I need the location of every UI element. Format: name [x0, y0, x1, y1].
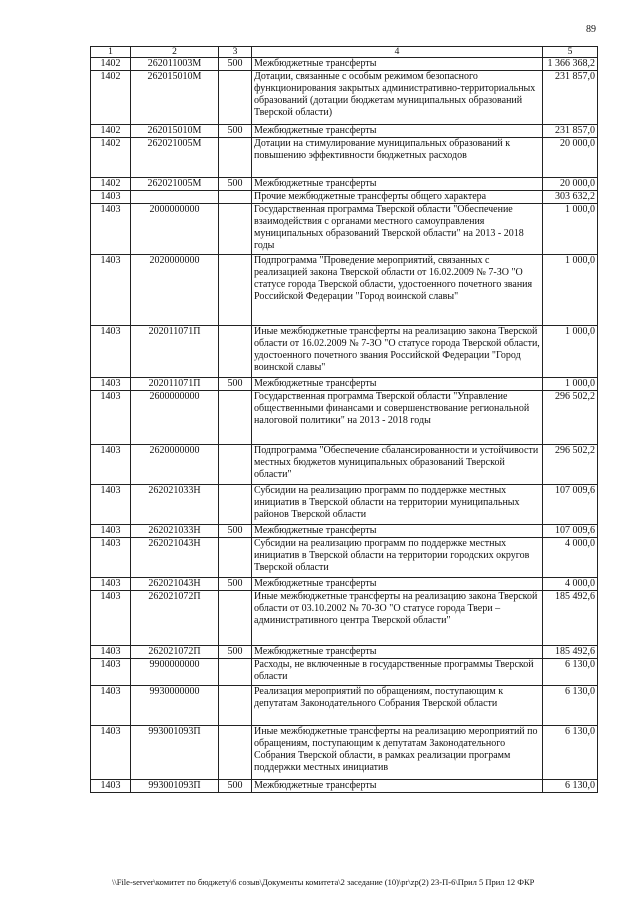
cell-name: Межбюджетные трансферты — [252, 125, 543, 138]
cell-code: 993001093П — [131, 780, 219, 793]
cell-amount: 4 000,0 — [543, 578, 598, 591]
cell-code: 262011003М — [131, 58, 219, 71]
header-cell-amount: 5 — [543, 47, 598, 58]
cell-code: 262021072П — [131, 646, 219, 659]
table-row — [91, 71, 598, 125]
cell-section: 1403 — [91, 525, 131, 538]
cell-section: 1403 — [91, 726, 131, 780]
table-row — [91, 525, 598, 538]
cell-code: 993001093П — [131, 726, 219, 780]
table-row — [91, 726, 598, 780]
header-cell-name: 4 — [252, 47, 543, 58]
cell-amount: 296 502,2 — [543, 445, 598, 485]
cell-amount: 6 130,0 — [543, 780, 598, 793]
cell-type — [219, 204, 252, 255]
cell-amount: 1 000,0 — [543, 326, 598, 378]
cell-section: 1403 — [91, 191, 131, 204]
cell-type: 500 — [219, 525, 252, 538]
cell-amount: 1 366 368,2 — [543, 58, 598, 71]
cell-name: Межбюджетные трансферты — [252, 378, 543, 391]
table-row — [91, 445, 598, 485]
cell-name: Межбюджетные трансферты — [252, 780, 543, 793]
cell-section: 1402 — [91, 71, 131, 125]
cell-type: 500 — [219, 58, 252, 71]
table-row — [91, 485, 598, 525]
cell-code: 262021043Н — [131, 578, 219, 591]
cell-section: 1403 — [91, 326, 131, 378]
table-row — [91, 378, 598, 391]
cell-type — [219, 138, 252, 178]
cell-type — [219, 326, 252, 378]
cell-section: 1403 — [91, 378, 131, 391]
cell-name: Реализация мероприятий по обращениям, поступающим к депутатам Законодательного Собрания Тверской области — [252, 686, 543, 726]
table-row — [91, 646, 598, 659]
cell-section: 1403 — [91, 686, 131, 726]
cell-amount: 231 857,0 — [543, 125, 598, 138]
table-row — [91, 659, 598, 686]
cell-name: Межбюджетные трансферты — [252, 178, 543, 191]
cell-name: Иные межбюджетные трансферты на реализацию мероприятий по обращениям, поступающим к депутатам Законодательного Собрания Тверской области, в рамках реализации программ поддержки местных инициатив — [252, 726, 543, 780]
cell-type — [219, 71, 252, 125]
table-row — [91, 204, 598, 255]
cell-type — [219, 391, 252, 445]
cell-name: Государственная программа Тверской области "Управление общественными финансами и совершенствование региональной налоговой политики" на 2013 - 2018 годы — [252, 391, 543, 445]
cell-type: 500 — [219, 578, 252, 591]
cell-type: 500 — [219, 646, 252, 659]
cell-type: 500 — [219, 125, 252, 138]
table-row — [91, 326, 598, 378]
cell-type — [219, 686, 252, 726]
cell-code: 262021033Н — [131, 525, 219, 538]
cell-code: 262021043Н — [131, 538, 219, 578]
cell-name: Субсидии на реализацию программ по поддержке местных инициатив в Тверской области на территории муниципальных районов Тверской области — [252, 485, 543, 525]
cell-section: 1403 — [91, 255, 131, 326]
cell-type — [219, 255, 252, 326]
cell-type: 500 — [219, 378, 252, 391]
cell-code: 2620000000 — [131, 445, 219, 485]
cell-code: 262021072П — [131, 591, 219, 646]
cell-type — [219, 191, 252, 204]
cell-section: 1403 — [91, 391, 131, 445]
budget-table — [90, 46, 598, 793]
table-row — [91, 125, 598, 138]
cell-type — [219, 659, 252, 686]
header-cell-section: 1 — [91, 47, 131, 58]
cell-code: 262015010М — [131, 71, 219, 125]
cell-type — [219, 445, 252, 485]
cell-amount: 20 000,0 — [543, 138, 598, 178]
cell-name: Подпрограмма "Обеспечение сбалансированности и устойчивости местных бюджетов муниципальных образований Тверской области" — [252, 445, 543, 485]
cell-name: Подпрограмма "Проведение мероприятий, связанных с реализацией закона Тверской области от 16.02.2009 № 7-ЗО "О статусе города Тверской области, удостоенного почетного звания Российской Федерации "Город воинской славы" — [252, 255, 543, 326]
cell-code: 262021033Н — [131, 485, 219, 525]
cell-amount: 4 000,0 — [543, 538, 598, 578]
cell-section: 1403 — [91, 445, 131, 485]
cell-code — [131, 191, 219, 204]
cell-code: 2020000000 — [131, 255, 219, 326]
cell-type: 500 — [219, 780, 252, 793]
table-row — [91, 178, 598, 191]
table-row — [91, 138, 598, 178]
cell-amount: 20 000,0 — [543, 178, 598, 191]
table-row — [91, 255, 598, 326]
header-cell-type: 3 — [219, 47, 252, 58]
table-row — [91, 58, 598, 71]
cell-section: 1403 — [91, 578, 131, 591]
cell-amount: 6 130,0 — [543, 726, 598, 780]
cell-amount: 1 000,0 — [543, 204, 598, 255]
page-number: 89 — [586, 24, 596, 35]
cell-amount: 107 009,6 — [543, 525, 598, 538]
cell-name: Расходы, не включенные в государственные программы Тверской области — [252, 659, 543, 686]
cell-type — [219, 591, 252, 646]
footer-file-path: \\File-server\комитет по бюджету\6 созыв\Документы комитета\2 заседание (10)\pr\zp(2) 23-П-6\Прил 5 Прил 12 ФКР — [112, 877, 535, 887]
cell-section: 1403 — [91, 485, 131, 525]
cell-name: Дотации на стимулирование муниципальных образований к повышению эффективности бюджетных расходов — [252, 138, 543, 178]
cell-name: Дотации, связанные с особым режимом безопасного функционирования закрытых административно-территориальных образований (дотации бюджетам муниципальных образований Тверской области) — [252, 71, 543, 125]
cell-section: 1403 — [91, 780, 131, 793]
cell-code: 202011071П — [131, 326, 219, 378]
header-cell-code: 2 — [131, 47, 219, 58]
cell-name: Межбюджетные трансферты — [252, 646, 543, 659]
cell-type: 500 — [219, 178, 252, 191]
table-row — [91, 578, 598, 591]
cell-type — [219, 726, 252, 780]
cell-name: Иные межбюджетные трансферты на реализацию закона Тверской области от 16.02.2009 № 7-ЗО "О статусе города Тверской области, удостоенного почетного звания Российской Федерации "Город воинской славы" — [252, 326, 543, 378]
cell-type — [219, 485, 252, 525]
cell-amount: 6 130,0 — [543, 686, 598, 726]
cell-name: Государственная программа Тверской области "Обеспечение взаимодействия с органами местного самоуправления муниципальных образований Тверской области" на 2013 - 2018 годы — [252, 204, 543, 255]
cell-amount: 231 857,0 — [543, 71, 598, 125]
cell-section: 1403 — [91, 659, 131, 686]
table-row — [91, 686, 598, 726]
table-row — [91, 780, 598, 793]
cell-amount: 107 009,6 — [543, 485, 598, 525]
table-header-row — [91, 47, 598, 58]
cell-code: 9900000000 — [131, 659, 219, 686]
cell-section: 1403 — [91, 591, 131, 646]
cell-section: 1403 — [91, 646, 131, 659]
cell-name: Субсидии на реализацию программ по поддержке местных инициатив в Тверской области на территории городских округов Тверской области — [252, 538, 543, 578]
cell-amount: 185 492,6 — [543, 646, 598, 659]
cell-code: 9930000000 — [131, 686, 219, 726]
cell-amount: 185 492,6 — [543, 591, 598, 646]
cell-code: 202011071П — [131, 378, 219, 391]
cell-code: 262015010М — [131, 125, 219, 138]
cell-type — [219, 538, 252, 578]
table-row — [91, 191, 598, 204]
cell-section: 1403 — [91, 204, 131, 255]
cell-amount: 303 632,2 — [543, 191, 598, 204]
cell-amount: 1 000,0 — [543, 255, 598, 326]
cell-section: 1402 — [91, 138, 131, 178]
cell-amount: 296 502,2 — [543, 391, 598, 445]
cell-name: Прочие межбюджетные трансферты общего характера — [252, 191, 543, 204]
cell-code: 262021005М — [131, 138, 219, 178]
cell-name: Межбюджетные трансферты — [252, 525, 543, 538]
cell-code: 2000000000 — [131, 204, 219, 255]
table-row — [91, 591, 598, 646]
cell-section: 1403 — [91, 538, 131, 578]
table-row — [91, 391, 598, 445]
cell-name: Межбюджетные трансферты — [252, 58, 543, 71]
cell-section: 1402 — [91, 125, 131, 138]
cell-section: 1402 — [91, 178, 131, 191]
cell-code: 262021005М — [131, 178, 219, 191]
cell-amount: 6 130,0 — [543, 659, 598, 686]
cell-name: Межбюджетные трансферты — [252, 578, 543, 591]
cell-name: Иные межбюджетные трансферты на реализацию закона Тверской области от 03.10.2002 № 70-ЗО "О статусе города Твери – административного центра Тверской области" — [252, 591, 543, 646]
cell-section: 1402 — [91, 58, 131, 71]
cell-amount: 1 000,0 — [543, 378, 598, 391]
cell-code: 2600000000 — [131, 391, 219, 445]
table-row — [91, 538, 598, 578]
